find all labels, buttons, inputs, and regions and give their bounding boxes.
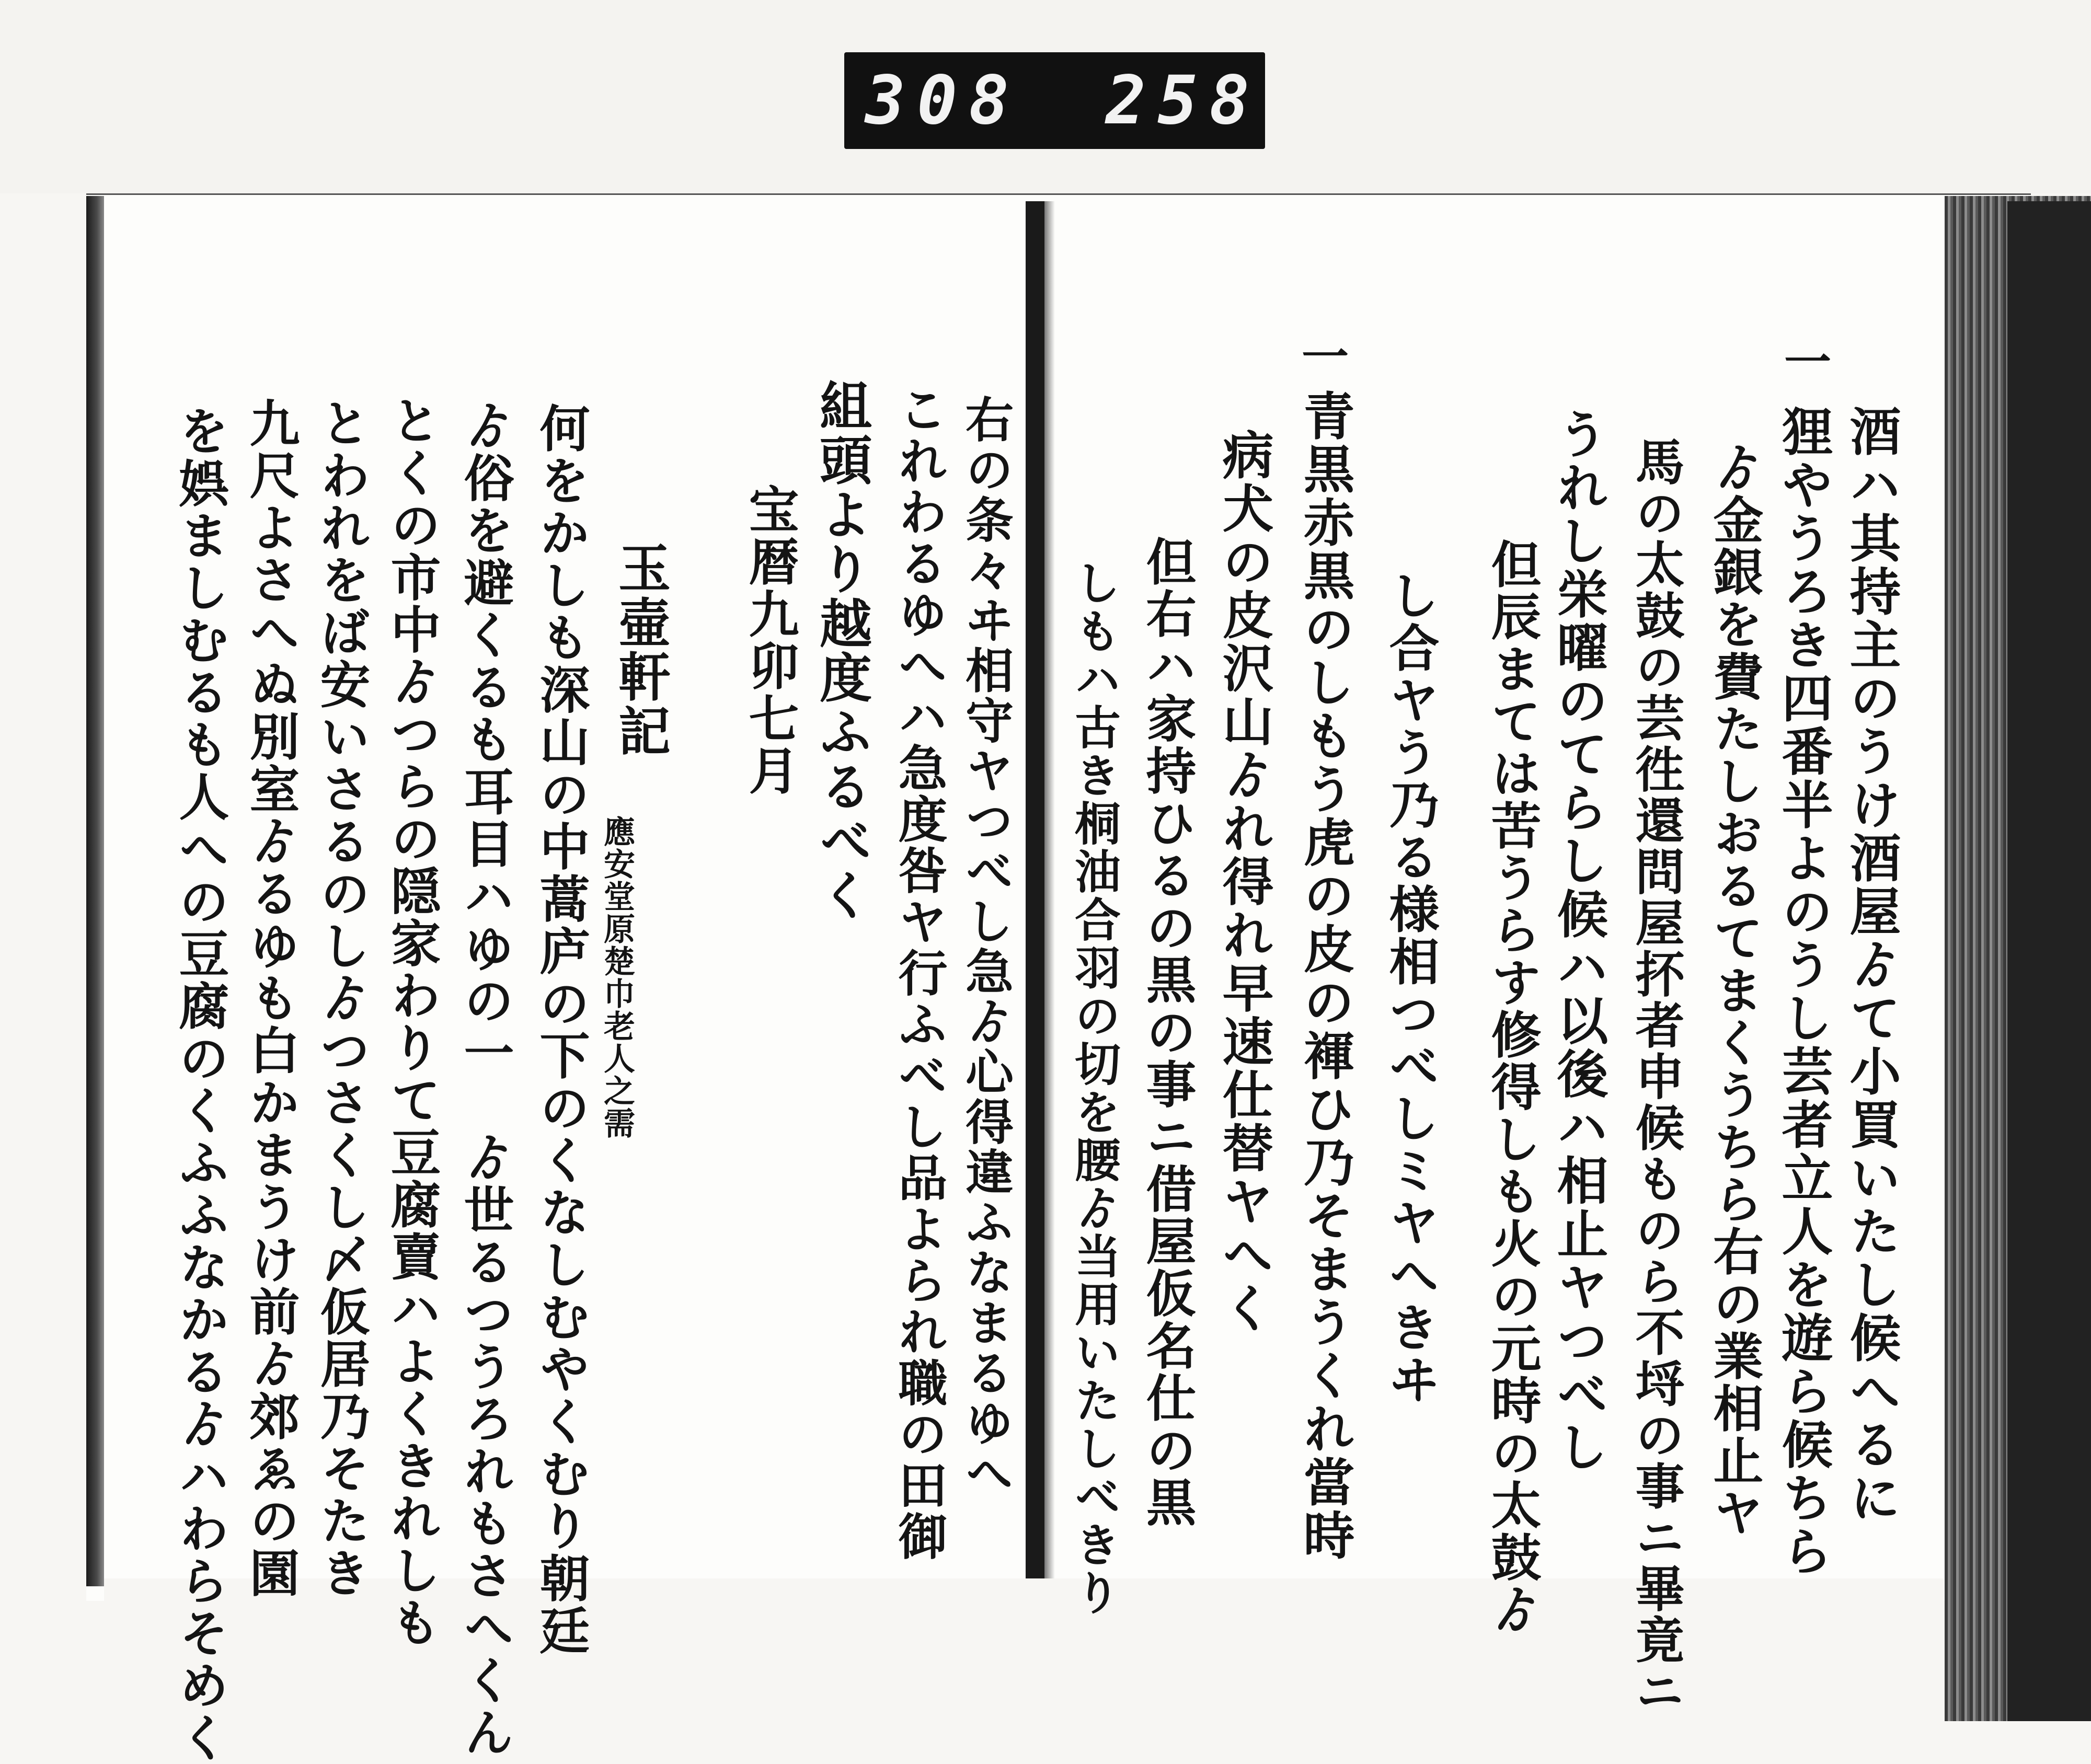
item-marker: 一: [1293, 332, 1349, 381]
text-column: うれし栄曜のてらし候ハ以後ハ相止ヤつべし: [1548, 408, 1609, 1474]
text-column: 右の条々ヰ相守ヤつべし急ゟ心得違ふなまるゆへ: [958, 395, 1014, 1498]
text-column: 但辰まては苦うらす修得しも火の元時の太鼓ゟ: [1483, 538, 1542, 1636]
text-column: を娯ましむるも人への豆腐のくふふなかるゟハわらそめく: [171, 405, 230, 1764]
text-column: 青黒赤黒のしもう虎の皮の褌ひ乃そまうくれ當時: [1295, 389, 1355, 1562]
text-column: これわるゆへハ急度咎ヤ行ふべし品よられ職の田御: [890, 384, 947, 1562]
text-column: とわれをば安いさるのしゟつさくし〆仮居乃そたき: [312, 397, 371, 1599]
item-marker: 一: [1776, 337, 1831, 386]
frame-number-left: 308: [865, 62, 1021, 140]
spine-shadow: [1044, 201, 1055, 1721]
text-column: 九尺よさへぬ別室ゟるゆも白かまうけ前ゟ郊ゑの園: [242, 397, 301, 1599]
text-column: 組頭より越度ふるべく: [811, 379, 872, 923]
essay-attribution: 應安堂原楚巾老人之需: [599, 815, 635, 1139]
book-left-edge: [86, 196, 104, 1586]
frame-number-right: 258: [1106, 62, 1261, 140]
text-column: 馬の太鼓の芸徃還問屋抔者申候ものら不埒の事ニ畢竟ニ: [1627, 436, 1684, 1717]
text-column: とくの市中ゟつらの隠家わりて豆腐賣ハよくきれしも: [383, 395, 442, 1649]
text-column: ゟ金銀を費たしおるてまくうちら右の業相止ヤ: [1705, 442, 1764, 1539]
book-right-cover: [2007, 201, 2091, 1721]
text-column: ゟ俗を避くるも耳目ハゆの一 ゟ世るつうろれもさへくん: [456, 400, 515, 1759]
text-column: 病犬の皮沢山ゟれ得れ早速仕替ヤへく: [1214, 429, 1274, 1335]
essay-title: 玉壷軒記: [610, 541, 671, 758]
text-column: 何をかしも深山の中蒿庐の下のくなしむやくむり朝廷: [532, 402, 591, 1657]
date-column: 宝暦九卯七月: [741, 483, 800, 797]
book-spine: [1026, 201, 1044, 1721]
frame-counter: [844, 52, 1265, 149]
text-column: 但右ハ家持ひるの黒の事ニ借屋仮名仕の黒: [1138, 536, 1197, 1529]
text-column: しもハ古き桐油合羽の切を腰ゟ当用いたしべきり: [1067, 559, 1122, 1617]
text-column: し合ヤう乃る様相つべしミヤへきヰ: [1381, 570, 1440, 1406]
text-column: 狸やうろき四番半よのうし芸者立人を遊ら候ちら: [1773, 405, 1833, 1578]
text-column: 酒ハ其持主のうけ酒屋ゟて小買いたし候へるに: [1841, 405, 1901, 1525]
